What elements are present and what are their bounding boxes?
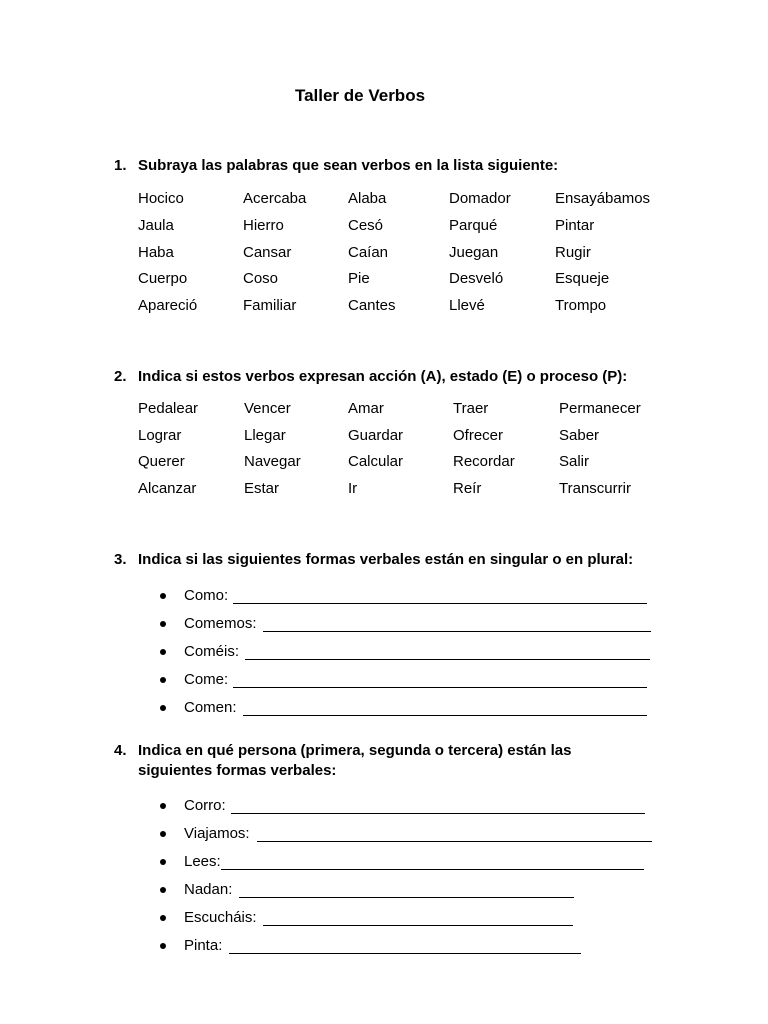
bullet-icon — [160, 915, 166, 921]
q4-answer-blank[interactable] — [229, 953, 581, 954]
q4-verb-label: Viajamos: — [184, 825, 250, 842]
q3-verb-label: Comemos: — [184, 615, 257, 632]
q2-word-r0-c3: Traer — [453, 400, 489, 417]
q1-word-r4-c1: Familiar — [243, 297, 297, 314]
q4-answer-blank[interactable] — [231, 813, 645, 814]
q2-word-r1-c1: Llegar — [244, 427, 286, 444]
q2-word-r3-c1: Estar — [244, 480, 280, 497]
q2-word-r0-c4: Permanecer — [559, 400, 641, 417]
q3-verb-label: Coméis: — [184, 643, 240, 660]
q1-word-r1-c3: Parqué — [449, 217, 498, 234]
q1-word-r3-c4: Esqueje — [555, 270, 610, 287]
q2-word-r2-c2: Calcular — [348, 453, 404, 470]
bullet-icon — [160, 943, 166, 949]
q1-word-r2-c0: Haba — [138, 244, 174, 261]
bullet-icon — [160, 705, 166, 711]
q1-word-r4-c0: Apareció — [138, 297, 198, 314]
bullet-icon — [160, 831, 166, 837]
q3-verb-label: Come: — [184, 671, 229, 688]
q3-verb-label: Comen: — [184, 699, 237, 716]
bullet-icon — [160, 677, 166, 683]
q1-word-r4-c4: Trompo — [555, 297, 607, 314]
q2-word-r3-c4: Transcurrir — [559, 480, 631, 497]
q2-word-r1-c0: Lograr — [138, 427, 182, 444]
question-1-number: 1. — [114, 157, 127, 174]
q4-answer-blank[interactable] — [263, 925, 573, 926]
q4-verb-label: Escucháis: — [184, 909, 257, 926]
q2-word-r1-c3: Ofrecer — [453, 427, 504, 444]
q1-word-r1-c2: Cesó — [348, 217, 384, 234]
q1-word-r0-c2: Alaba — [348, 190, 387, 207]
question-2-text: Indica si estos verbos expresan acción (A), estado (E) o proceso (P): — [138, 368, 628, 385]
bullet-icon — [160, 621, 166, 627]
q3-answer-blank[interactable] — [233, 687, 647, 688]
question-1-heading — [114, 156, 558, 176]
q2-word-r1-c2: Guardar — [348, 427, 404, 444]
q1-word-r3-c3: Desveló — [449, 270, 504, 287]
q1-word-r4-c3: Llevé — [449, 297, 485, 314]
q4-verb-label: Nadan: — [184, 881, 233, 898]
q4-answer-blank[interactable] — [221, 869, 644, 870]
q1-word-r2-c4: Rugir — [555, 244, 591, 261]
question-2-heading — [114, 367, 627, 387]
q4-verb-label: Corro: — [184, 797, 226, 814]
q1-word-r2-c1: Cansar — [243, 244, 292, 261]
question-4-text-line-1: Indica en qué persona (primera, segunda o tercera) están las — [138, 742, 572, 759]
q2-word-r2-c0: Querer — [138, 453, 185, 470]
question-4-number: 4. — [114, 742, 127, 759]
q2-word-r0-c2: Amar — [348, 400, 384, 417]
q3-verb-label: Como: — [184, 587, 229, 604]
q3-answer-blank[interactable] — [233, 603, 647, 604]
bullet-icon — [160, 859, 166, 865]
q1-word-r0-c0: Hocico — [138, 190, 184, 207]
question-3-number: 3. — [114, 551, 127, 568]
q3-answer-blank[interactable] — [245, 659, 650, 660]
q1-word-r3-c1: Coso — [243, 270, 279, 287]
q2-word-r2-c4: Salir — [559, 453, 590, 470]
question-3-heading — [114, 550, 633, 570]
q1-word-r3-c0: Cuerpo — [138, 270, 188, 287]
q2-word-r3-c2: Ir — [348, 480, 358, 497]
q3-answer-blank[interactable] — [263, 631, 651, 632]
bullet-icon — [160, 803, 166, 809]
question-1-text: Subraya las palabras que sean verbos en la lista siguiente: — [138, 157, 559, 174]
q1-word-r0-c4: Ensayábamos — [555, 190, 651, 207]
q1-word-r4-c2: Cantes — [348, 297, 396, 314]
q2-word-r2-c3: Recordar — [453, 453, 515, 470]
q1-word-r1-c4: Pintar — [555, 217, 595, 234]
bullet-icon — [160, 649, 166, 655]
q4-answer-blank[interactable] — [239, 897, 574, 898]
q1-word-r2-c2: Caían — [348, 244, 389, 261]
q1-word-r1-c0: Jaula — [138, 217, 174, 234]
bullet-icon — [160, 593, 166, 599]
q1-word-r1-c1: Hierro — [243, 217, 284, 234]
q2-word-r1-c4: Saber — [559, 427, 600, 444]
q1-word-r2-c3: Juegan — [449, 244, 499, 261]
q2-word-r2-c1: Navegar — [244, 453, 301, 470]
question-2-number: 2. — [114, 368, 127, 385]
q2-word-r0-c1: Vencer — [244, 400, 291, 417]
q1-word-r0-c3: Domador — [449, 190, 511, 207]
q4-answer-blank[interactable] — [257, 841, 652, 842]
q2-word-r3-c0: Alcanzar — [138, 480, 197, 497]
question-4-text-line-2: siguientes formas verbales: — [138, 762, 337, 779]
q1-word-r3-c2: Pie — [348, 270, 370, 287]
q1-word-r0-c1: Acercaba — [243, 190, 307, 207]
q4-verb-label: Lees: — [184, 853, 221, 870]
page-title: Taller de Verbos — [294, 86, 426, 105]
question-4-heading — [114, 741, 571, 781]
q2-word-r0-c0: Pedalear — [138, 400, 199, 417]
bullet-icon — [160, 887, 166, 893]
question-3-text: Indica si las siguientes formas verbales están en singular o en plural: — [138, 551, 634, 568]
q4-verb-label: Pinta: — [184, 937, 223, 954]
q2-word-r3-c3: Reír — [453, 480, 482, 497]
q3-answer-blank[interactable] — [243, 715, 647, 716]
